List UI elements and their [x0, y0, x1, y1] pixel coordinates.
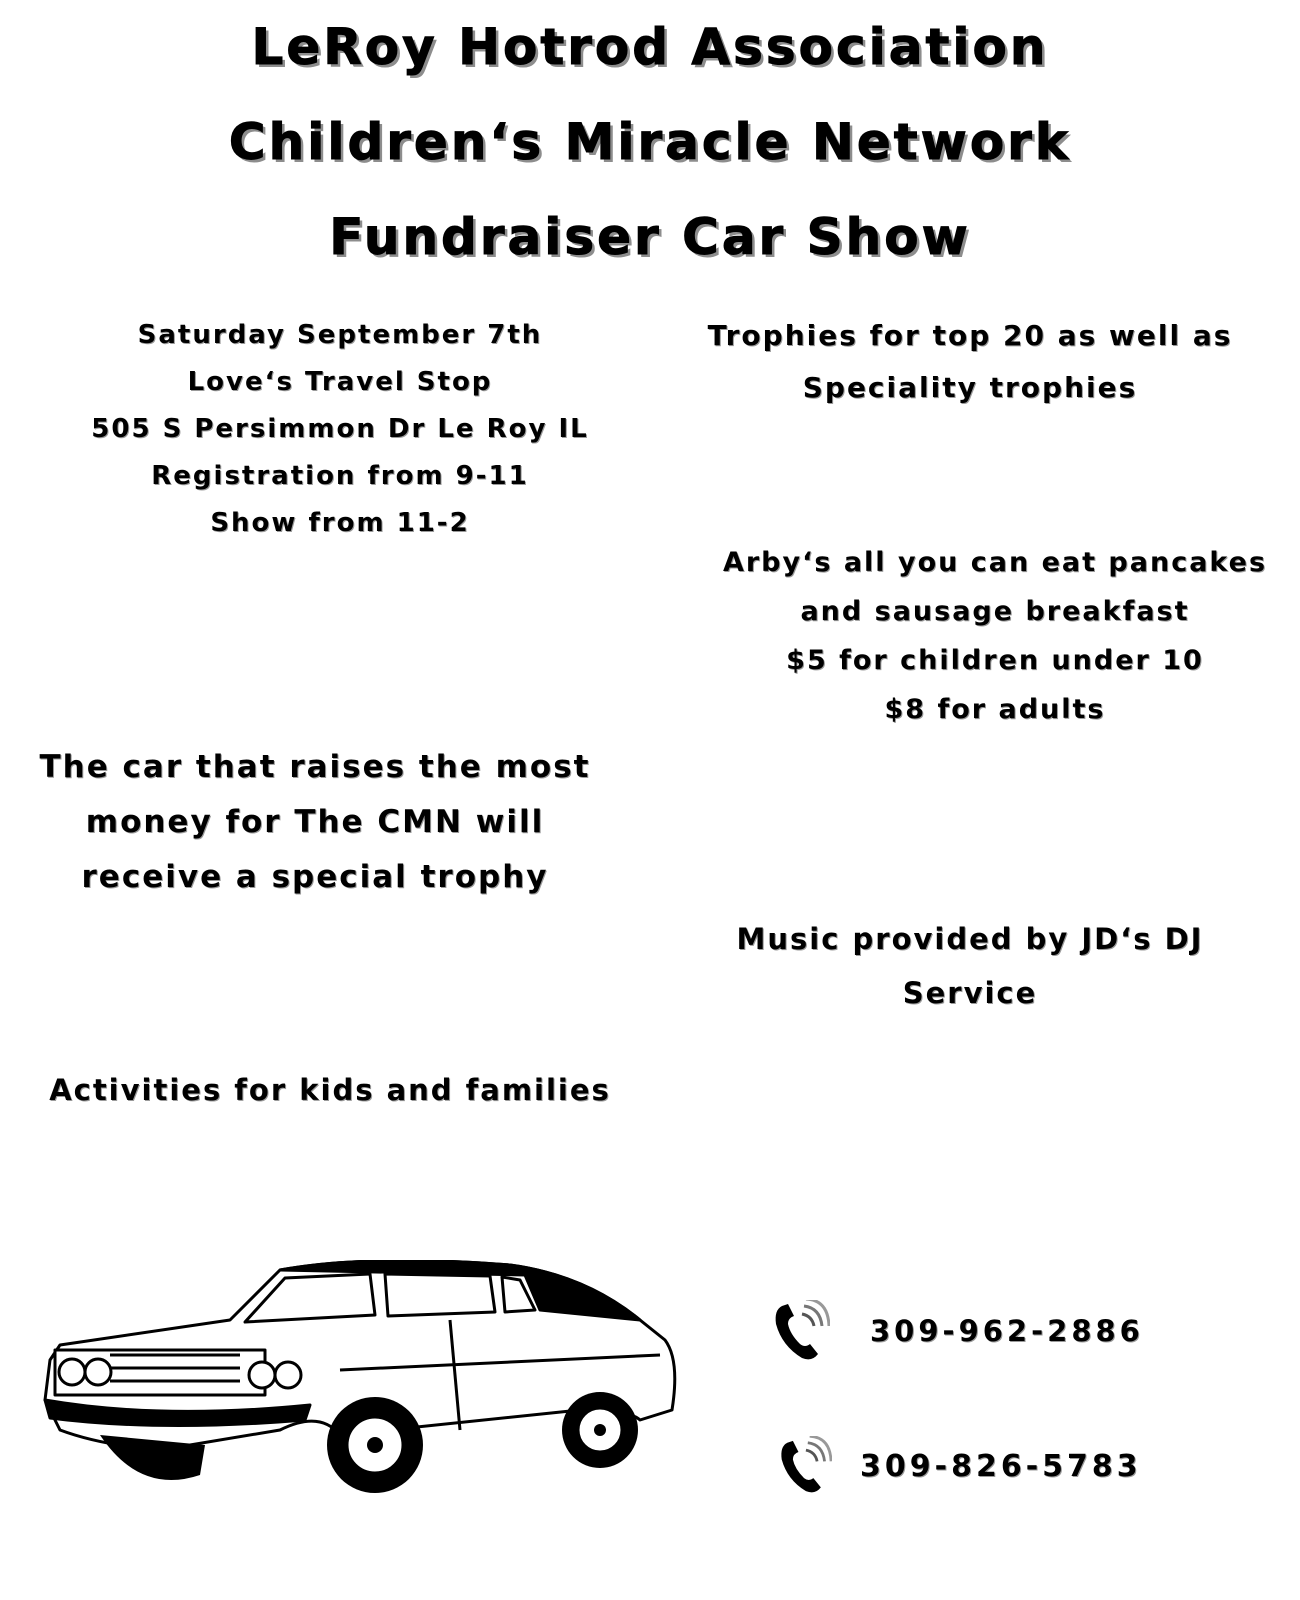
music-info	[690, 912, 1250, 1020]
trophies-line-2: Speciality trophies	[802, 371, 1138, 404]
event-address: 505 S Persimmon Dr Le Roy IL	[91, 414, 589, 444]
cmn-trophy-info	[20, 740, 610, 905]
breakfast-info	[710, 538, 1280, 734]
car-illustration	[40, 1260, 680, 1500]
event-registration: Registration from 9-11	[151, 461, 529, 491]
event-details	[40, 312, 640, 547]
event-venue: Love‘s Travel Stop	[187, 367, 493, 397]
music-line-2: Service	[902, 976, 1038, 1010]
breakfast-line-2: and sausage breakfast	[800, 596, 1190, 627]
phone-number-1[interactable]: 309-962-2886	[870, 1314, 1144, 1348]
phone-number-2[interactable]: 309-826-5783	[860, 1448, 1142, 1484]
event-show-time: Show from 11-2	[210, 508, 470, 538]
music-line-1: Music provided by JD‘s DJ	[736, 922, 1204, 956]
cmn-line-1: The car that raises the most	[39, 749, 591, 785]
flyer-title	[0, 0, 1300, 285]
title-line-1: LeRoy Hotrod Association	[251, 18, 1049, 76]
contact-phone-1	[772, 1300, 1144, 1362]
breakfast-price-adults: $8 for adults	[884, 694, 1106, 725]
trophies-line-1: Trophies for top 20 as well as	[707, 319, 1233, 352]
activities-info	[20, 1070, 640, 1110]
activities-text: Activities for kids and families	[49, 1073, 611, 1107]
event-date: Saturday September 7th	[137, 320, 543, 350]
phone-icon	[772, 1300, 830, 1362]
title-line-2: Children‘s Miracle Network	[228, 113, 1072, 171]
title-line-3: Fundraiser Car Show	[329, 208, 971, 266]
breakfast-line-1: Arby‘s all you can eat pancakes	[722, 547, 1268, 578]
cmn-line-3: receive a special trophy	[81, 859, 549, 895]
cmn-line-2: money for The CMN will	[85, 804, 545, 840]
breakfast-price-children: $5 for children under 10	[786, 645, 1204, 676]
phone-icon	[778, 1436, 832, 1496]
contact-phone-2	[778, 1436, 1142, 1496]
trophies-info	[690, 310, 1250, 414]
